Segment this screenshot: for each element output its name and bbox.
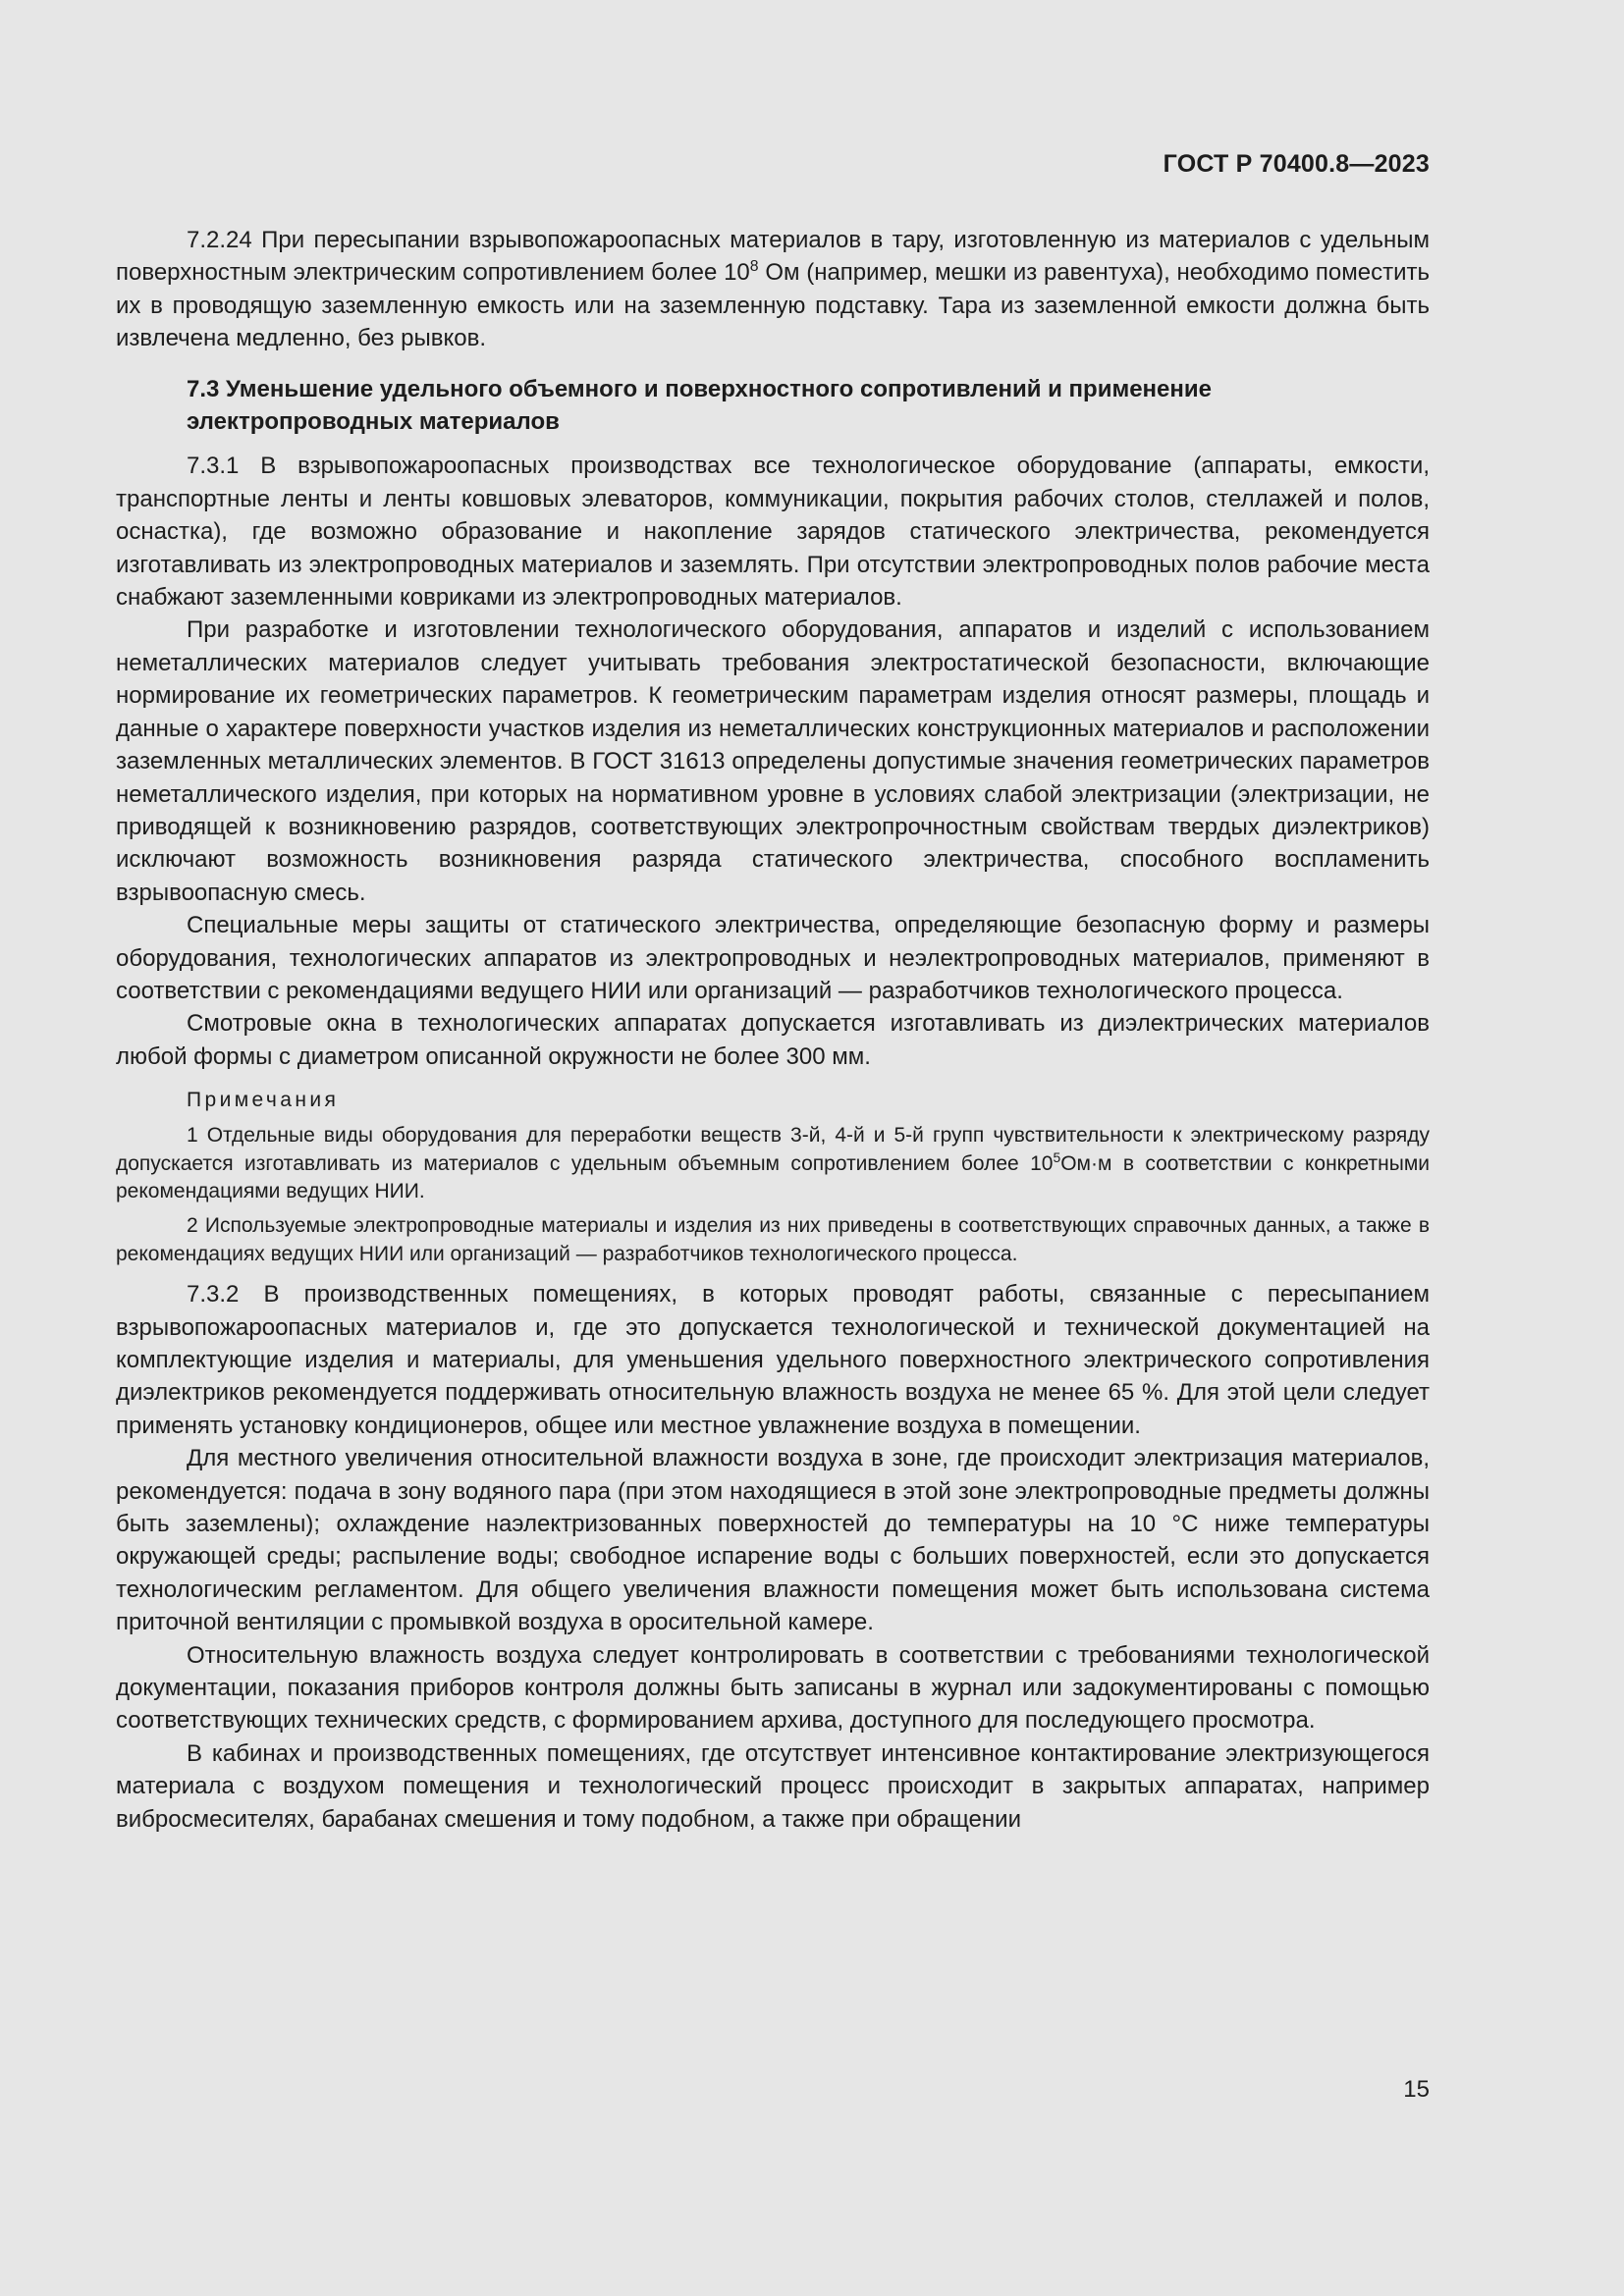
- superscript-exponent: 8: [749, 258, 759, 276]
- paragraph-humidity-control: Относительную влажность воздуха следует контролировать в соответствии с требованиями технологической документации, показания приборов контроля должны быть записаны в журнал или задокументированы с помощью соответствующих технических средств, с формированием архива, доступного для последующего просмотра.: [116, 1641, 1430, 1735]
- note-1: [116, 1122, 1430, 1206]
- page-content: [116, 224, 1430, 1836]
- paragraph-7-2-24: [116, 224, 1430, 355]
- notes-title: Примечания: [187, 1089, 340, 1112]
- note-1-superscript: 5: [1053, 1148, 1061, 1165]
- note-1-text-a: 1 Отдельные виды оборудования для переработки веществ 3-й, 4-й и 5-й групп чувствительности к электрическому разряду допускается изготавливать из материалов с удельным объемным сопротивлением более 10: [116, 1124, 1430, 1175]
- note-1-text-b: Ом·м в соответствии с конкретными рекомендациями ведущих НИИ.: [116, 1151, 1430, 1203]
- paragraph-7-2-24-text-b: Ом (например, мешки из равентуха), необходимо поместить их в проводящую заземленную емкость или на заземленную подставку. Тара из заземленной емкости должна быть извлечена медленно, без рывков.: [116, 259, 1431, 352]
- paragraph-special-measures: Специальные меры защиты от статического электричества, определяющие безопасную форму и размеры оборудования, технологических аппаратов из электропроводных и неэлектропроводных материалов, применяют в соответствии с рекомендациями ведущего НИИ или организаций — разработчиков технологического процесса.: [116, 912, 1430, 1004]
- paragraph-viewing-windows: Смотровые окна в технологических аппаратах допускается изготавливать из диэлектрических материалов любой формы с диаметром описанной окружности не более 300 мм.: [116, 1010, 1430, 1070]
- paragraph-7-3-1: 7.3.1 В взрывопожароопасных производствах все технологическое оборудование (аппараты, емкости, транспортные ленты и ленты ковшовых элеваторов, коммуникации, покрытия рабочих столов, стеллажей и полов, оснастка), где возможно образование и накопление зарядов статического электричества, рекомендуется изготавливать из электропроводных материалов и заземлять. При отсутствии электропроводных полов рабочие места снабжают заземленными ковриками из электропроводных материалов.: [116, 453, 1430, 612]
- note-2: 2 Используемые электропроводные материалы и изделия из них приведены в соответствующих справочных данных, а также в рекомендациях ведущих НИИ или организаций — разработчиков технологического процесса.: [116, 1213, 1430, 1265]
- paragraph-7-2-24-text-a: 7.2.24 При пересыпании взрывопожароопасных материалов в тару, изготовленную из материалов с удельным поверхностным электрическим сопротивлением более 10: [116, 227, 1430, 287]
- paragraph-geometric-parameters: При разработке и изготовлении технологического оборудования, аппаратов и изделий с использованием неметаллических материалов следует учитывать требования электростатической безопасности, включающие нормирование их геометрических параметров. К геометрическим параметрам изделия относят размеры, площадь и данные о характере поверхности участков изделия из неметаллических конструкционных материалов и расположении заземленных металлических элементов. В ГОСТ 31613 определены допустимые значения геометрических параметров неметаллического изделия, при которых на нормативном уровне в условиях слабой электризации (электризации, не приводящей к возникновению разрядов, соответствующих электропрочностным свойствам твердых диэлектриков) исключают возможность возникновения разряда статического электричества, способного воспламенить взрывоопасную смесь.: [116, 616, 1430, 906]
- section-heading-7-3: 7.3 Уменьшение удельного объемного и поверхностного сопротивлений и применение электропроводных материалов: [187, 375, 1212, 436]
- paragraph-cabins: В кабинах и производственных помещениях, где отсутствует интенсивное контактирование электризующегося материала с воздухом помещения и технологический процесс происходит в закрытых аппаратах, например вибросмесителях, барабанах смешения и тому подобном, а также при обращении: [116, 1739, 1430, 1833]
- page-number: 15: [1403, 2076, 1430, 2103]
- paragraph-local-humidity: Для местного увеличения относительной влажности воздуха в зоне, где происходит электризация материалов, рекомендуется: подача в зону водяного пара (при этом находящиеся в этой зоне электропроводные предметы должны быть заземлены); охлаждение наэлектризованных поверхностей до температуры на 10 °С ниже температуры окружающей среды; распыление воды; свободное испарение воды с больших поверхностей, если это допускается технологическим регламентом. Для общего увеличения влажности помещения может быть использована система приточной вентиляции с промывкой воздуха в оросительной камере.: [116, 1445, 1430, 1636]
- document-code-header: ГОСТ Р 70400.8—2023: [1163, 150, 1430, 178]
- paragraph-7-3-2: 7.3.2 В производственных помещениях, в которых проводят работы, связанные с пересыпанием взрывопожароопасных материалов и, где это допускается технологической и технической документацией на комплектующие изделия и материалы, для уменьшения удельного поверхностного электрического сопротивления диэлектриков рекомендуется поддерживать относительную влажность воздуха не менее 65 %. Для этой цели следует применять установку кондиционеров, общее или местное увлажнение воздуха в помещении.: [116, 1281, 1430, 1439]
